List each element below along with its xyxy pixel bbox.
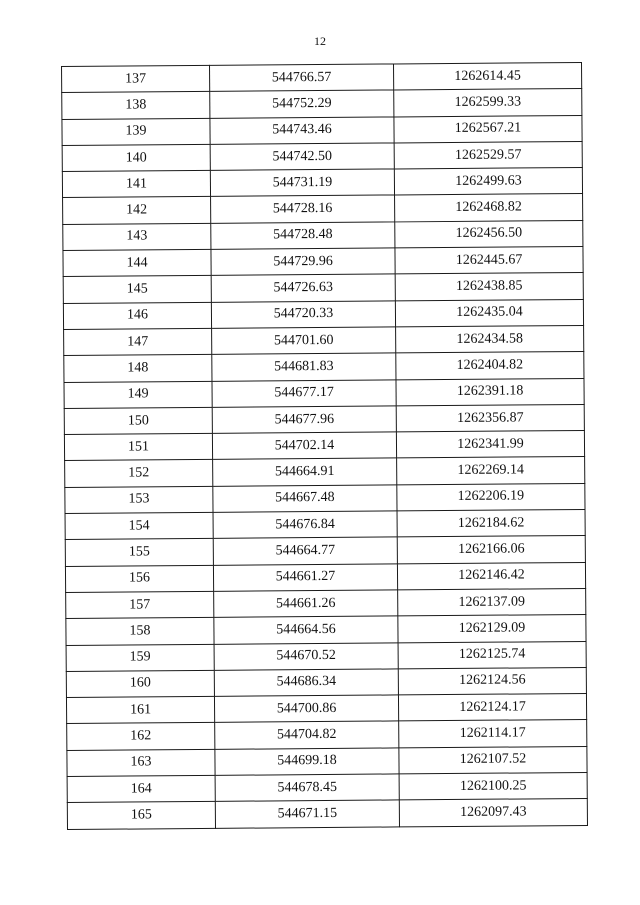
y-coordinate-cell: 1262468.82: [395, 194, 583, 222]
point-number-cell: 142: [63, 197, 211, 224]
y-coordinate-cell: 1262499.63: [394, 168, 582, 196]
point-number-cell: 149: [64, 381, 212, 408]
y-coordinate-cell: 1262599.33: [394, 89, 582, 117]
point-number-cell: 159: [66, 644, 214, 671]
table-row: [62, 89, 582, 119]
point-number-cell: 138: [62, 92, 210, 119]
table-row: [66, 694, 586, 724]
table-row: [66, 667, 586, 697]
point-number-cell: 165: [67, 802, 215, 830]
point-number-cell: 161: [66, 696, 214, 723]
y-coordinate-cell: 1262129.09: [398, 615, 586, 643]
point-number-cell: 157: [66, 591, 214, 618]
table-row: [65, 483, 585, 513]
point-number-cell: 153: [65, 486, 213, 513]
point-number-cell: 146: [63, 302, 211, 329]
point-number-cell: 158: [66, 618, 214, 645]
x-coordinate-cell: 544700.86: [214, 695, 398, 723]
y-coordinate-cell: 1262567.21: [394, 115, 582, 143]
point-number-cell: 152: [65, 460, 213, 487]
table-row: [66, 588, 586, 618]
x-coordinate-cell: 544729.96: [211, 248, 395, 276]
table-row: [63, 273, 583, 303]
table-row: [62, 115, 582, 145]
point-number-cell: 163: [67, 749, 215, 776]
y-coordinate-cell: 1262124.56: [398, 667, 586, 695]
table-row: [64, 378, 584, 408]
x-coordinate-cell: 544661.26: [214, 590, 398, 618]
y-coordinate-cell: 1262146.42: [397, 562, 585, 590]
x-coordinate-cell: 544678.45: [215, 774, 399, 802]
table-row: [62, 141, 582, 171]
y-coordinate-cell: 1262456.50: [395, 220, 583, 248]
table-row: [65, 536, 585, 566]
x-coordinate-cell: 544681.83: [212, 353, 396, 381]
x-coordinate-cell: 544664.77: [213, 537, 397, 565]
x-coordinate-cell: 544752.29: [210, 90, 394, 118]
table-row: [65, 510, 585, 540]
point-number-cell: 145: [63, 276, 211, 303]
table-body: [62, 62, 588, 829]
y-coordinate-cell: 1262097.43: [399, 799, 587, 827]
point-number-cell: 140: [62, 144, 210, 171]
table-row: [63, 247, 583, 277]
point-number-cell: 155: [65, 539, 213, 566]
y-coordinate-cell: 1262404.82: [396, 352, 584, 380]
x-coordinate-cell: 544743.46: [210, 117, 394, 145]
y-coordinate-cell: 1262435.04: [395, 299, 583, 327]
x-coordinate-cell: 544677.96: [212, 406, 396, 434]
table-row: [64, 352, 584, 382]
point-number-cell: 164: [67, 775, 215, 802]
point-number-cell: 144: [63, 249, 211, 276]
x-coordinate-cell: 544670.52: [214, 642, 398, 670]
y-coordinate-cell: 1262269.14: [397, 457, 585, 485]
table-row: [64, 404, 584, 434]
table-row: [67, 746, 587, 776]
point-number-cell: 137: [62, 65, 210, 92]
y-coordinate-cell: 1262137.09: [398, 588, 586, 616]
table-row: [64, 325, 584, 355]
table-row: [67, 720, 587, 750]
x-coordinate-cell: 544720.33: [211, 301, 395, 329]
table-row: [65, 457, 585, 487]
table-row: [64, 431, 584, 461]
y-coordinate-cell: 1262100.25: [399, 772, 587, 800]
x-coordinate-cell: 544702.14: [212, 432, 396, 460]
x-coordinate-cell: 544676.84: [213, 511, 397, 539]
y-coordinate-cell: 1262166.06: [397, 536, 585, 564]
x-coordinate-cell: 544686.34: [214, 669, 398, 697]
y-coordinate-cell: 1262124.17: [398, 694, 586, 722]
y-coordinate-cell: 1262184.62: [397, 510, 585, 538]
x-coordinate-cell: 544726.63: [211, 274, 395, 302]
x-coordinate-cell: 544664.56: [214, 616, 398, 644]
table-row: [63, 220, 583, 250]
point-number-cell: 154: [65, 512, 213, 539]
table-row: [63, 194, 583, 224]
point-number-cell: 143: [63, 223, 211, 250]
y-coordinate-cell: 1262356.87: [396, 404, 584, 432]
x-coordinate-cell: 544731.19: [210, 169, 394, 197]
x-coordinate-cell: 544701.60: [212, 327, 396, 355]
point-number-cell: 151: [64, 434, 212, 461]
y-coordinate-cell: 1262434.58: [396, 325, 584, 353]
page-number: 12: [314, 34, 326, 48]
coordinates-table: [61, 62, 588, 830]
y-coordinate-cell: 1262107.52: [399, 746, 587, 774]
point-number-cell: 139: [62, 118, 210, 145]
x-coordinate-cell: 544661.27: [213, 564, 397, 592]
x-coordinate-cell: 544742.50: [210, 143, 394, 171]
point-number-cell: 156: [65, 565, 213, 592]
y-coordinate-cell: 1262391.18: [396, 378, 584, 406]
x-coordinate-cell: 544699.18: [215, 748, 399, 776]
y-coordinate-cell: 1262438.85: [395, 273, 583, 301]
table-row: [66, 641, 586, 671]
x-coordinate-cell: 544667.48: [213, 485, 397, 513]
x-coordinate-cell: 544766.57: [210, 64, 394, 92]
table-row: [65, 562, 585, 592]
table-row: [62, 168, 582, 198]
table-row: [63, 299, 583, 329]
y-coordinate-cell: 1262445.67: [395, 247, 583, 275]
y-coordinate-cell: 1262125.74: [398, 641, 586, 669]
x-coordinate-cell: 544728.16: [211, 195, 395, 223]
table-row: [62, 62, 582, 92]
y-coordinate-cell: 1262529.57: [394, 141, 582, 169]
y-coordinate-cell: 1262114.17: [399, 720, 587, 748]
y-coordinate-cell: 1262614.45: [394, 62, 582, 90]
point-number-cell: 160: [66, 670, 214, 697]
x-coordinate-cell: 544728.48: [211, 222, 395, 250]
table-row: [67, 772, 587, 802]
point-number-cell: 150: [64, 407, 212, 434]
table-row: [66, 615, 586, 645]
point-number-cell: 162: [67, 723, 215, 750]
x-coordinate-cell: 544664.91: [213, 458, 397, 486]
x-coordinate-cell: 544704.82: [215, 721, 399, 749]
y-coordinate-cell: 1262341.99: [396, 431, 584, 459]
point-number-cell: 148: [64, 355, 212, 382]
point-number-cell: 147: [64, 328, 212, 355]
x-coordinate-cell: 544671.15: [215, 800, 399, 828]
x-coordinate-cell: 544677.17: [212, 379, 396, 407]
y-coordinate-cell: 1262206.19: [397, 483, 585, 511]
point-number-cell: 141: [62, 171, 210, 198]
table-row: [67, 799, 587, 830]
